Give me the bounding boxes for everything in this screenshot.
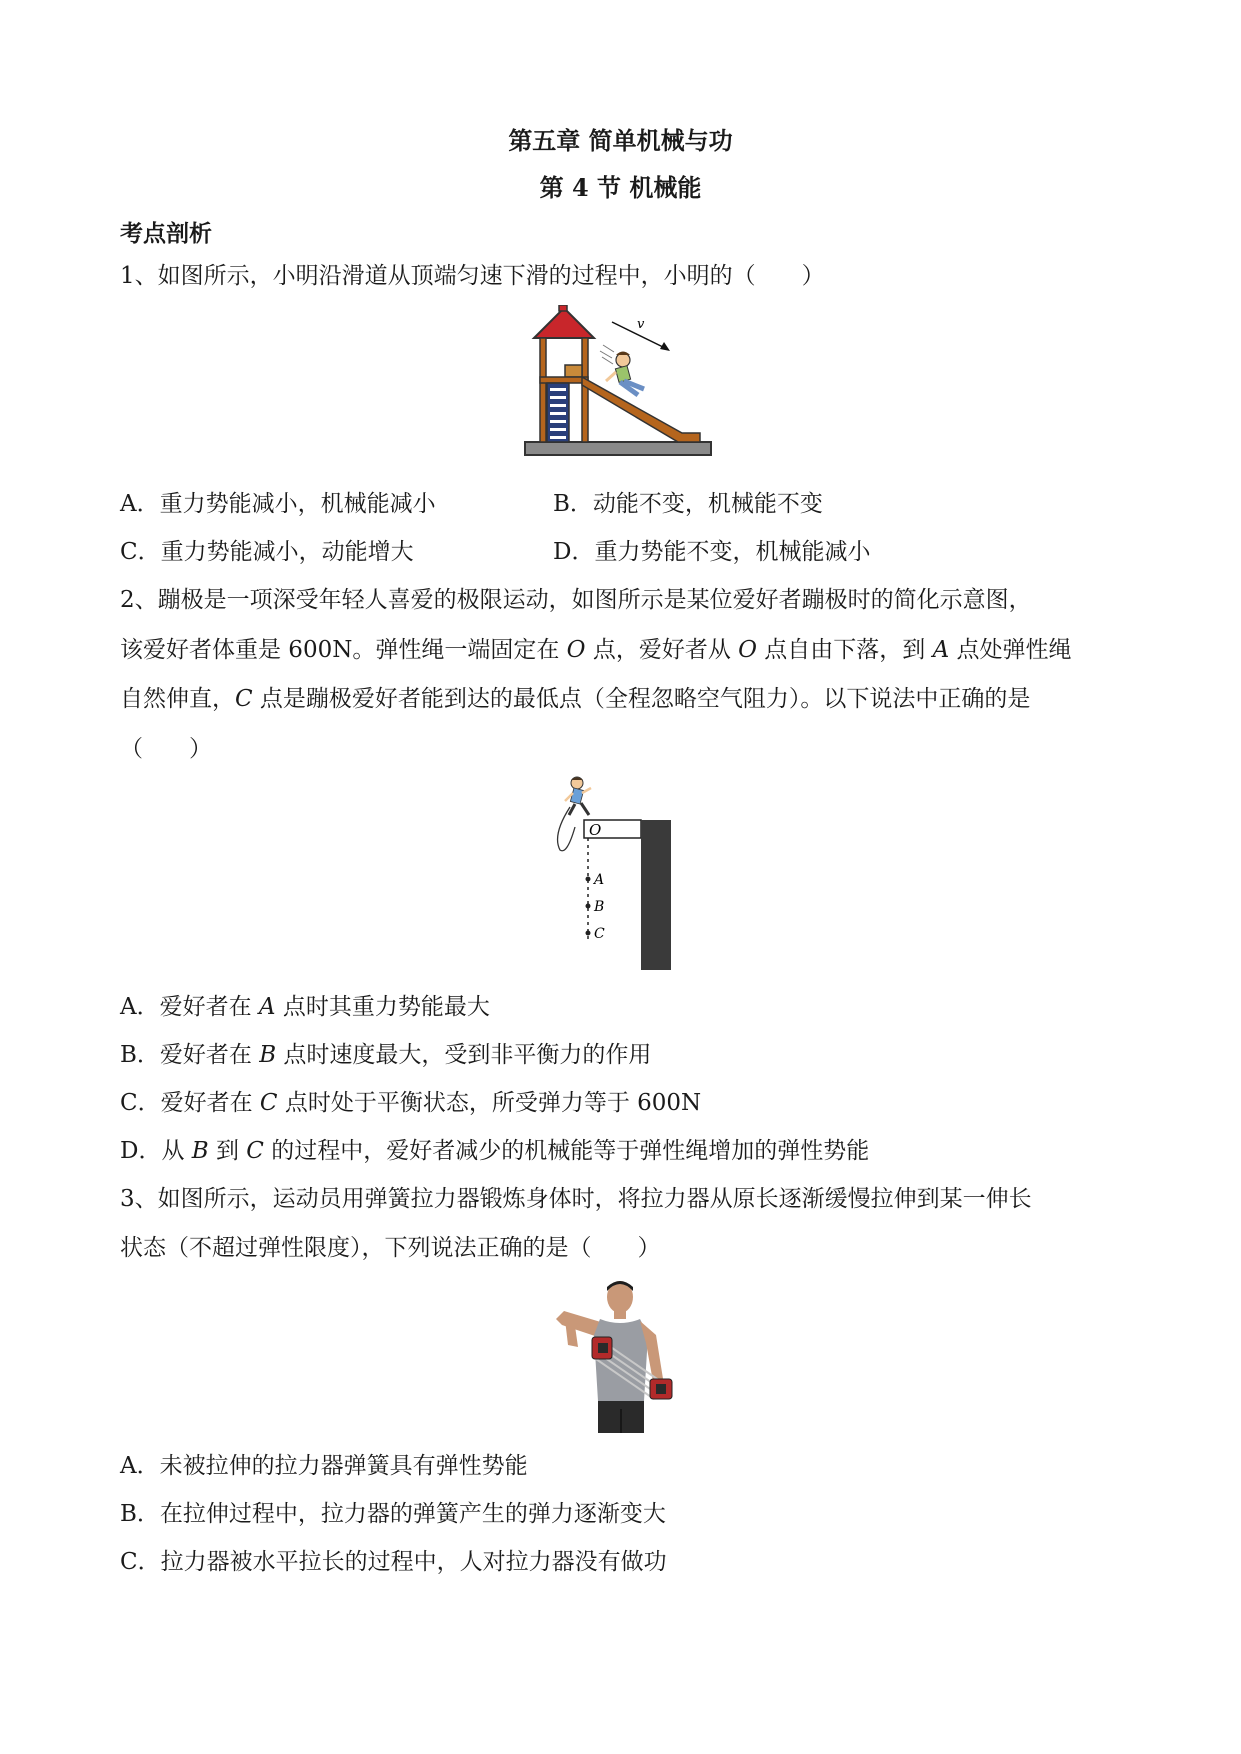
q2-stem-line1: 2、蹦极是一项深受年轻人喜爱的极限运动，如图所示是某位爱好者蹦极时的简化示意图， <box>120 587 1032 613</box>
q2-option-a: A．爱好者在 A 点时其重力势能最大 <box>120 994 490 1020</box>
q1-option-b: B．动能不变，机械能不变 <box>553 491 823 517</box>
q1-option-d: D．重力势能不变，机械能减小 <box>553 539 871 565</box>
q3-option-c: C．拉力器被水平拉长的过程中，人对拉力器没有做功 <box>120 1549 667 1575</box>
section-title: 第 4 节 机械能 <box>539 173 702 202</box>
point-c-label: C <box>594 926 605 942</box>
q2-option-c: C．爱好者在 C 点时处于平衡状态，所受弹力等于 600N <box>120 1090 702 1116</box>
q1-option-a: A．重力势能减小，机械能减小 <box>120 491 436 517</box>
point-a-label: A <box>594 872 605 888</box>
heading: 考点剖析 <box>120 220 212 247</box>
q2-option-d: D．从 B 到 C 的过程中，爱好者减少的机械能等于弹性绳增加的弹性势能 <box>120 1138 870 1164</box>
q3-stem-line1: 3、如图所示，运动员用弹簧拉力器锻炼身体时，将拉力器从原长逐渐缓慢拉伸到某一伸长 <box>120 1186 1032 1212</box>
point-o-label: O <box>589 821 602 839</box>
q2-stem-line2: 该爱好者体重是 600N。弹性绳一端固定在 O 点，爱好者从 O 点自由下落，到 A 点处弹性绳 <box>120 637 1072 663</box>
q1-option-c: C．重力势能减小，动能增大 <box>120 539 414 565</box>
spring-exerciser-photo <box>548 1275 693 1435</box>
chapter-title: 第五章 简单机械与功 <box>508 126 733 155</box>
slide-figure <box>520 305 720 460</box>
velocity-label: v <box>637 317 645 332</box>
q3-option-a: A．未被拉伸的拉力器弹簧具有弹性势能 <box>120 1453 528 1479</box>
point-b-label: B <box>594 899 605 915</box>
bungee-figure <box>555 775 685 975</box>
q3-stem-line2: 状态（不超过弹性限度），下列说法正确的是（ ） <box>120 1235 661 1261</box>
q3-option-b: B．在拉伸过程中，拉力器的弹簧产生的弹力逐渐变大 <box>120 1501 666 1527</box>
q2-stem-line3: 自然伸直，C 点是蹦极爱好者能到达的最低点（全程忽略空气阻力）。以下说法中正确的是 <box>120 686 1031 712</box>
q2-stem-line4: （ ） <box>120 736 212 762</box>
q2-option-b: B．爱好者在 B 点时速度最大，受到非平衡力的作用 <box>120 1042 652 1068</box>
q1-stem: 1、如图所示，小明沿滑道从顶端匀速下滑的过程中，小明的（ ） <box>120 263 825 289</box>
